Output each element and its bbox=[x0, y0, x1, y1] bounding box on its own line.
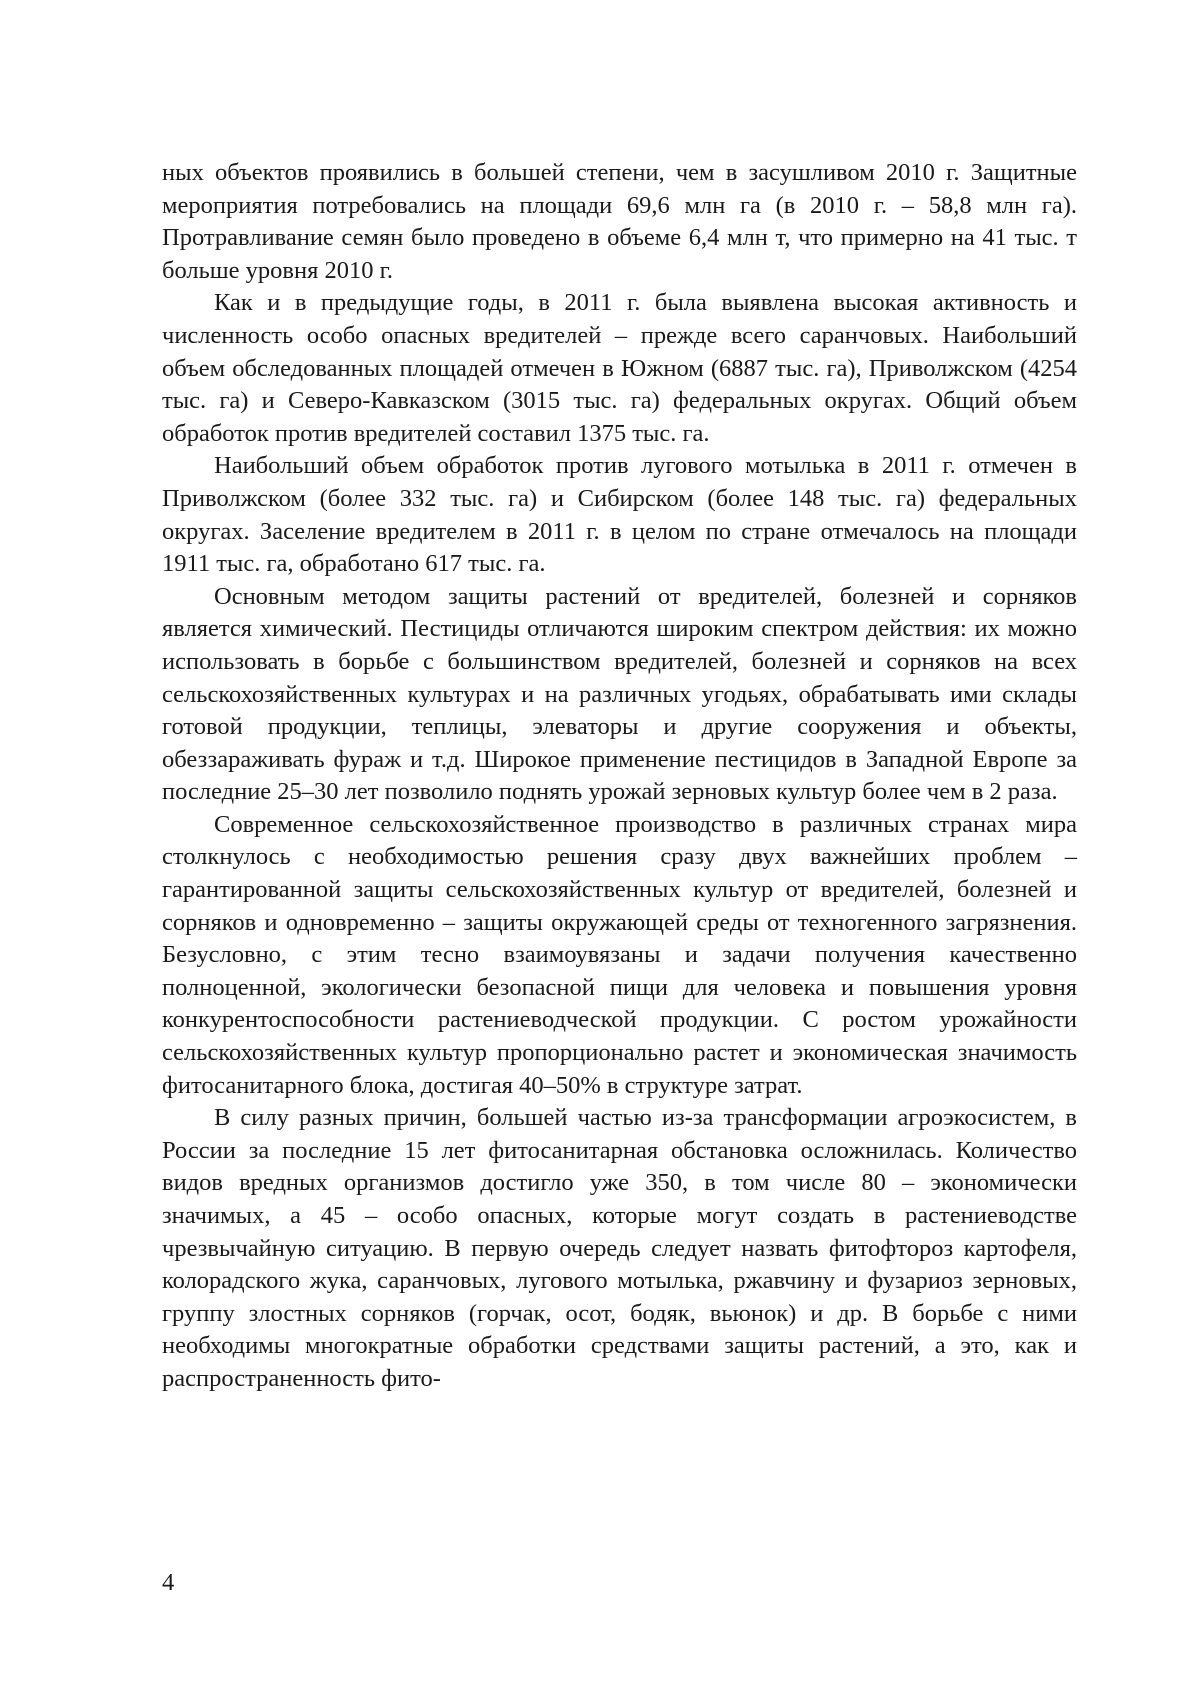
page-number: 4 bbox=[162, 1569, 175, 1596]
paragraph-locust-activity: Как и в предыдущие годы, в 2011 г. была выявлена высокая активность и численность особо опасных вредителей – прежде всего саранчовых. Наибольший объем обследованных площадей отмечен в Южном (6887 тыс. га), Приволжском (4254 тыс. га) и Северо-Кавказском (3015 тыс. га) федеральных округах. Общий объем обработок против вредителей составил 1375 тыс. га. bbox=[162, 289, 1077, 447]
body-text bbox=[162, 157, 1077, 1396]
paragraph-continued: ных объектов проявились в большей степени, чем в засушливом 2010 г. Защитные мероприятия потребовались на площади 69,6 млн га (в 2010 г. – 58,8 млн га). Протравливание семян было проведено в объеме 6,4 млн т, что примерно на 41 тыс. т больше уровня 2010 г. bbox=[162, 159, 1077, 284]
paragraph-chemical-method: Основным методом защиты растений от вредителей, болезней и сорняков является химический. Пестициды отличаются широким спектром действия: их можно использовать в борьбе с большинством вредителей, болезней и сорняков на всех сельскохозяйственных культурах и на различных угодьях, обрабатывать ими склады готовой продукции, теплицы, элеваторы и другие сооружения и объекты, обеззараживать фураж и т.д. Широкое применение пестицидов в Западной Европе за последние 25–30 лет позволило поднять урожай зерновых культур более чем в 2 раза. bbox=[162, 582, 1077, 806]
paragraph-phytosanitary-situation: В силу разных причин, большей частью из-за трансформации агроэкосистем, в России за последние 15 лет фитосанитарная обстановка осложнилась. Количество видов вредных организмов достигло уже 350, в том числе 80 – экономически значимых, а 45 – особо опасных, которые могут создать в растениеводстве чрезвычайную ситуацию. В первую очередь следует назвать фитофтороз картофеля, колорадского жука, саранчовых, лугового мотылька, ржавчину и фузариоз зерновых, группу злостных сорняков (горчак, осот, бодяк, вьюнок) и др. В борьбе с ними необходимы многократные обработки средствами защиты растений, а это, как и распространенность фито- bbox=[162, 1104, 1077, 1392]
paragraph-meadow-moth: Наибольший объем обработок против лугового мотылька в 2011 г. отмечен в Приволжском (более 332 тыс. га) и Сибирском (более 148 тыс. га) федеральных округах. Заселение вредителем в 2011 г. в целом по стране отмечалось на площади 1911 тыс. га, обработано 617 тыс. га. bbox=[162, 452, 1077, 578]
paragraph-modern-agriculture: Современное сельскохозяйственное производство в различных странах мира столкнулось с необходимостью решения сразу двух важнейших проблем – гарантированной защиты сельскохозяйственных культур от вредителей, болезней и сорняков и одновременно – защиты окружающей среды от техногенного загрязнения. Безусловно, с этим тесно взаимоувязаны и задачи получения качественно полноценной, экологически безопасной пищи для человека и повышения уровня конкурентоспособности растениеводческой продукции. С ростом урожайности сельскохозяйственных культур пропорционально растет и экономическая значимость фитосанитарного блока, достигая 40–50% в структуре затрат. bbox=[162, 810, 1077, 1099]
